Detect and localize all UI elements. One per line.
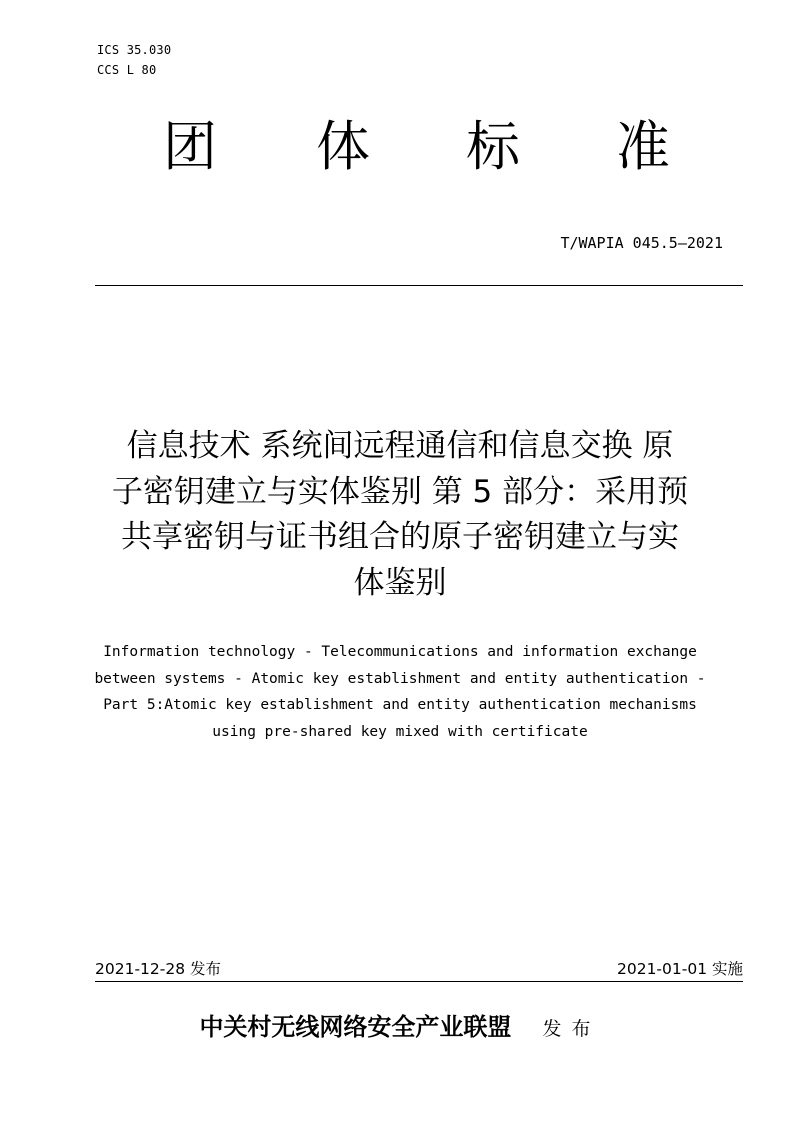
footer-divider bbox=[95, 981, 743, 982]
standard-type-char: 标 bbox=[466, 115, 520, 178]
standard-type-char: 团 bbox=[163, 115, 217, 178]
english-title-line: between systems - Atomic key establishment and entity authentication - bbox=[94, 670, 706, 687]
standard-type-char: 准 bbox=[616, 115, 670, 178]
ics-code: ICS 35.030 bbox=[97, 43, 172, 57]
chinese-title-line: 信息技术 系统间远程通信和信息交换 原 bbox=[126, 428, 674, 464]
publisher-line bbox=[0, 1010, 800, 1046]
english-title-line: Information technology - Telecommunications and information exchange bbox=[103, 644, 697, 660]
publisher-name: 中关村无线网络安全产业联盟 bbox=[199, 1013, 512, 1041]
chinese-title-line: 子密钥建立与实体鉴别 第 5 部分：采用预 bbox=[111, 473, 689, 510]
issue-date: 2021-12-28 发布 bbox=[95, 960, 222, 978]
english-title-line: using pre-shared key mixed with certificate bbox=[212, 723, 588, 740]
standard-type-char: 体 bbox=[316, 115, 370, 178]
english-title bbox=[40, 639, 760, 745]
publish-action: 发布 bbox=[542, 1018, 601, 1040]
ccs-code: CCS L 80 bbox=[97, 63, 157, 77]
header-divider bbox=[95, 285, 743, 286]
classification-codes bbox=[97, 40, 171, 80]
chinese-title-line: 共享密钥与证书组合的原子密钥建立与实 bbox=[121, 519, 679, 555]
implementation-date: 2021-01-01 实施 bbox=[616, 960, 743, 978]
chinese-title-line: 体鉴别 bbox=[353, 564, 447, 601]
standard-number: T/WAPIA 045.5—2021 bbox=[560, 234, 723, 252]
standard-type-heading bbox=[0, 112, 800, 192]
english-title-line: Part 5:Atomic key establishment and entity authentication mechanisms bbox=[103, 697, 697, 713]
date-row bbox=[95, 958, 743, 980]
chinese-title bbox=[60, 424, 740, 606]
